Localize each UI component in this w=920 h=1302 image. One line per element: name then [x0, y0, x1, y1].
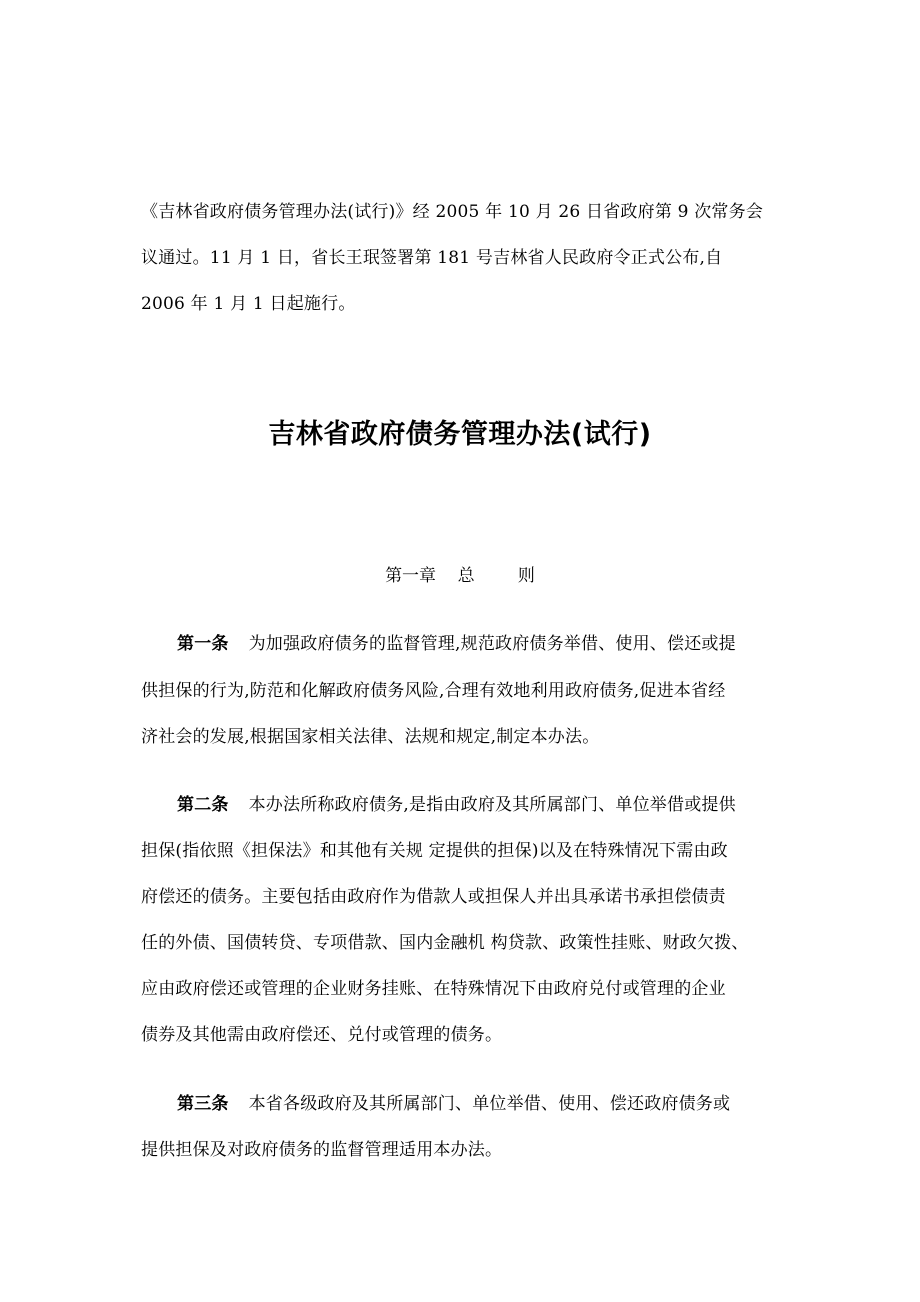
article-2-line-5: 应由政府偿还或管理的企业财务挂账、在特殊情况下由政府兑付或管理的企业 — [141, 979, 726, 999]
article-2-line-2: 担保(指依照《担保法》和其他有关规 定提供的担保)以及在特殊情况下需由政 — [141, 841, 728, 861]
intro-line-1: 《吉林省政府债务管理办法(试行)》经 2005 年 10 月 26 日省政府第 9 次常务会 — [141, 202, 764, 222]
article-2-line-3: 府偿还的债务。主要包括由政府作为借款人或担保人并出具承诺书承担偿债责 — [141, 887, 726, 907]
article-2-line-6: 债券及其他需由政府偿还、兑付或管理的债务。 — [141, 1025, 503, 1045]
document-title: 吉林省政府债务管理办法(试行) — [268, 419, 652, 450]
article-1-line-3: 济社会的发展,根据国家相关法律、法规和规定,制定本办法。 — [141, 727, 600, 747]
intro-line-3: 2006 年 1 月 1 日起施行。 — [141, 294, 356, 314]
article-1-line-2: 供担保的行为,防范和化解政府债务风险,合理有效地利用政府债务,促进本省经 — [141, 681, 726, 701]
article-2-first-line — [177, 795, 736, 815]
article-2-label: 第二条 — [177, 795, 229, 815]
chapter-heading: 第一章 总 则 — [385, 566, 535, 586]
article-1-text: 为加强政府债务的监督管理,规范政府债务举借、使用、偿还或提 — [248, 634, 736, 654]
article-1-first-line — [177, 634, 736, 654]
article-3-first-line — [177, 1094, 730, 1114]
article-1-label: 第一条 — [177, 634, 229, 654]
article-3-label: 第三条 — [177, 1094, 229, 1114]
article-2-line-4: 任的外债、国债转贷、专项借款、国内金融机 构贷款、政策性挂账、财政欠拨、 — [141, 933, 749, 953]
article-3-line-2: 提供担保及对政府债务的监督管理适用本办法。 — [141, 1140, 503, 1160]
intro-line-2: 议通过。11 月 1 日，省长王珉签署第 181 号吉林省人民政府令正式公布,自 — [141, 248, 723, 268]
article-3-text: 本省各级政府及其所属部门、单位举借、使用、偿还政府债务或 — [248, 1094, 731, 1114]
article-2-text: 本办法所称政府债务,是指由政府及其所属部门、单位举借或提供 — [248, 795, 736, 815]
